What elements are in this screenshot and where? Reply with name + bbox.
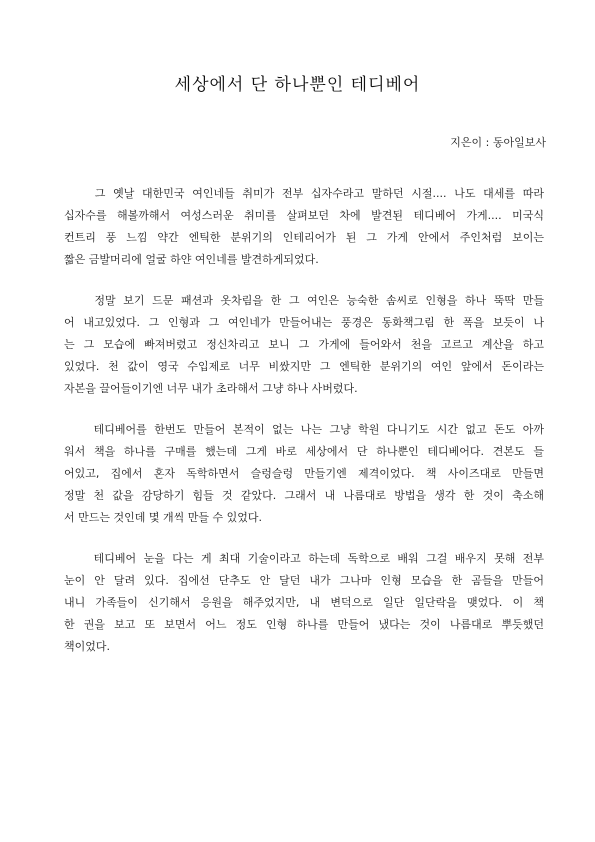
- text-line: 서 만드는 것인데 몇 개씩 만들 수 있었다.: [64, 511, 262, 524]
- text-line: 자본을 끌어들이기엔 너무 내가 초라해서 그냥 하나 사버렸다.: [64, 382, 358, 395]
- text-line: 책이었다.: [64, 640, 111, 653]
- text-line: 테디베어를 한번도 만들어 본적이 없는 나는 그냥 학원 다니기도 시간 없고 돈도 아까: [64, 423, 544, 436]
- paragraph: [64, 548, 544, 658]
- paragraph: [64, 290, 544, 400]
- text-line: 는 그 모습에 빠져버렸고 정신차리고 보니 그 가게에 들어와서 천을 고르고 계산을 하고: [64, 338, 544, 351]
- text-line: 컨트리 풍 느낌 약간 엔틱한 분위기의 인테리어가 된 그 가게 안에서 주인처럼 보이는: [64, 231, 544, 244]
- text-line: 한 권을 보고 또 보면서 어느 정도 인형 하나를 만들어 냈다는 것이 나름대로 뿌듯했던: [64, 618, 544, 631]
- text-line: 짧은 금발머리에 얼굴 하얀 여인네를 발견하게되었다.: [64, 253, 319, 266]
- text-line: 어있고, 집에서 혼자 독학하면서 슬렁슬렁 만들기엔 제격이었다. 책 사이즈대로 만들면: [64, 467, 544, 480]
- text-line: 있었다. 천 값이 영국 수입제로 너무 비쌌지만 그 엔틱한 분위기의 여인 앞에서 돈이라는: [64, 360, 544, 373]
- text-line: 눈이 안 달려 있다. 집에선 단추도 안 달던 내가 그나마 인형 모습을 한 곰들을 만들어: [64, 574, 544, 587]
- text-line: 테디베어 눈을 다는 게 최대 기술이라고 하는데 독학으로 배워 그걸 배우지 못해 전부: [64, 552, 544, 565]
- paragraph: [64, 419, 544, 529]
- text-line: 워서 책을 하나를 구매를 했는데 그게 바로 세상에서 단 하나뿐인 테디베어다. 견본도 들: [64, 445, 544, 458]
- author-line: 지은이 : 동아일보사: [450, 136, 546, 149]
- document-title: 세상에서 단 하나뿐인 테디베어: [174, 75, 421, 95]
- text-line: 어 내고있었다. 그 인형과 그 여인네가 만들어내는 풍경은 동화책그림 한 폭을 보듯이 나: [64, 316, 544, 329]
- paragraph: [64, 183, 544, 271]
- text-line: 정말 보기 드문 패션과 옷차림을 한 그 여인은 능숙한 솜씨로 인형을 하나 뚝딱 만들: [64, 294, 544, 307]
- text-line: 내니 가족들이 신기해서 응원을 해주었지만, 내 변덕으로 일단 일단락을 맺었다. 이 책: [64, 596, 544, 609]
- body-text: [64, 183, 544, 677]
- text-line: 십자수를 해볼까해서 여성스러운 취미를 살펴보던 차에 발견된 테디베어 가게.... 미국식: [64, 209, 544, 222]
- text-line: 정말 천 값을 감당하기 힘들 것 같았다. 그래서 내 나름대로 방법을 생각 한 것이 축소해: [64, 489, 544, 502]
- text-line: 그 옛날 대한민국 여인네들 취미가 전부 십자수라고 말하던 시절.... 나도 대세를 따라: [64, 187, 544, 200]
